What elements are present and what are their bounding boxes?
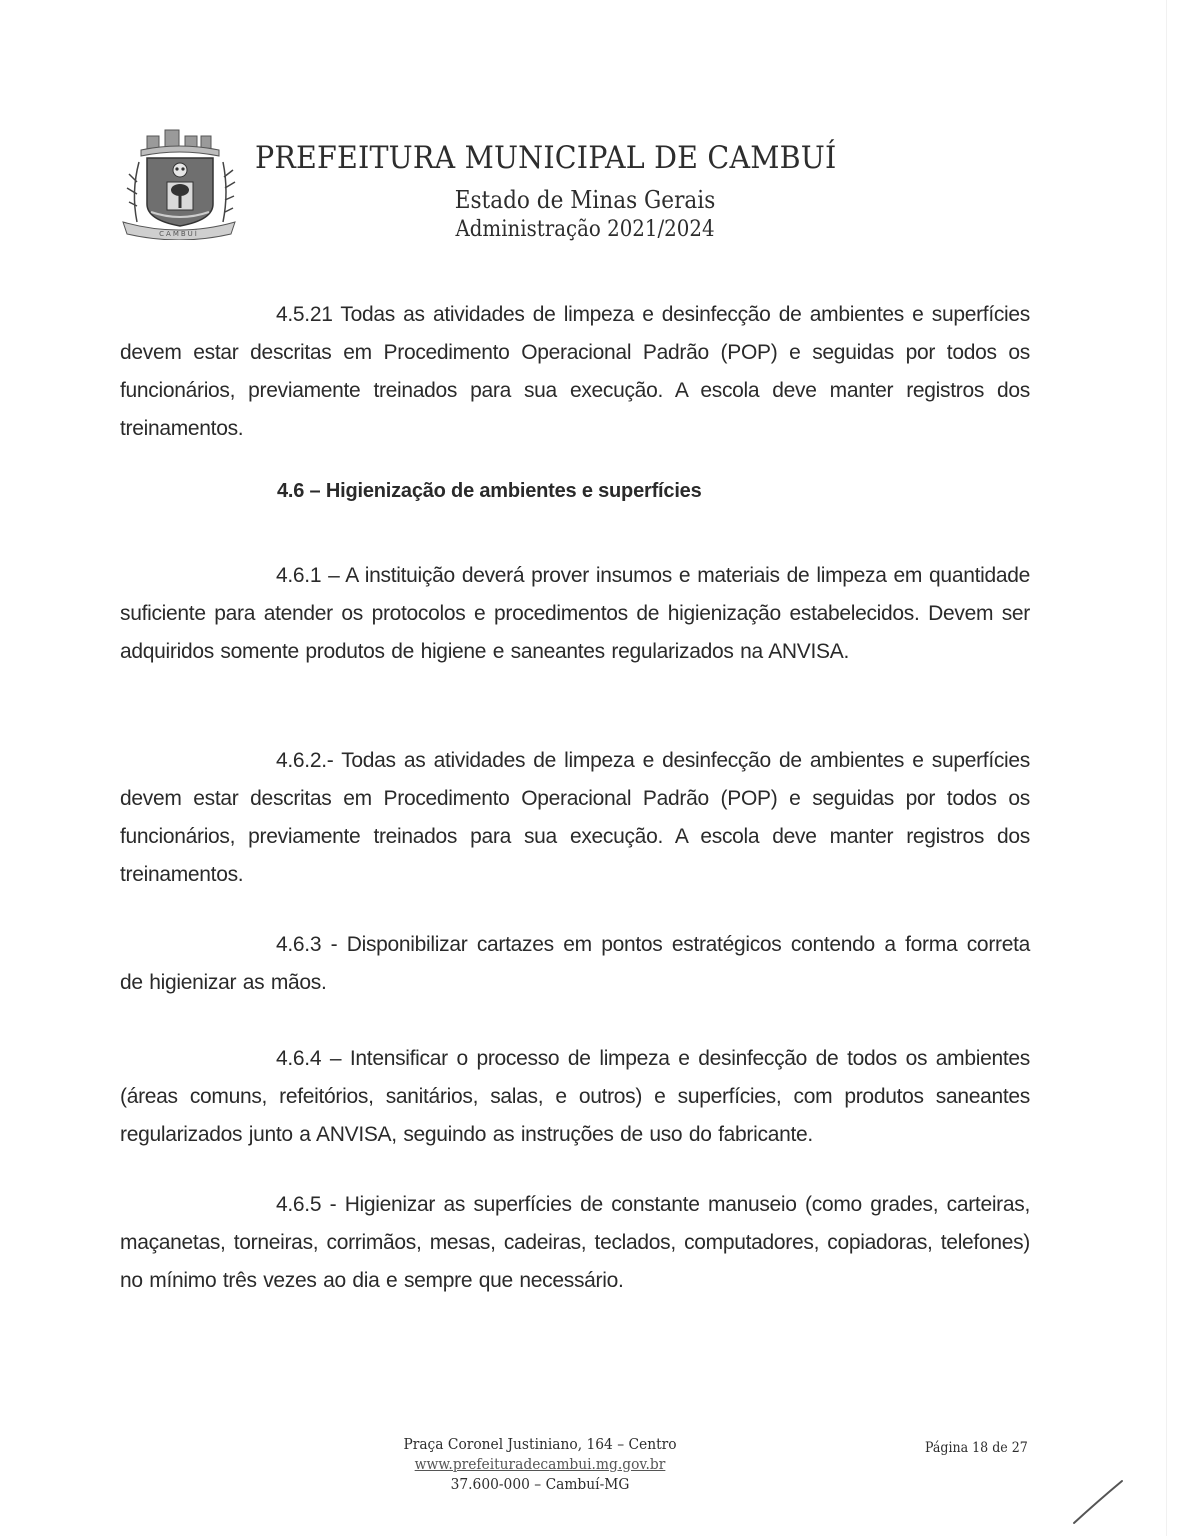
paragraph-4-6-2: 4.6.2.- Todas as atividades de limpeza e desinfecção de ambientes e superfícies devem estar descritas em Procedimento Operacional Padrão (POP) e seguidas por todos os funcionários, previamente treinados para sua execução. A escola deve manter registros dos treinamentos. xyxy=(120,749,1030,886)
pen-stroke-mark xyxy=(1070,1475,1130,1525)
mural-crown-icon xyxy=(141,130,219,156)
paragraph-4-6-1: 4.6.1 – A instituição deverá prover insumos e materiais de limpeza em quantidade suficiente para atender os protocolos e procedimentos de higienização estabelecidos. Devem ser adquiridos somente produtos de higiene e saneantes regularizados na ANVISA. xyxy=(120,564,1030,663)
footer-postal: 37.600-000 – Cambuí-MG xyxy=(450,1475,630,1493)
institution-title: PREFEITURA MUNICIPAL DE CAMBUÍ xyxy=(255,140,837,176)
coat-of-arms-icon xyxy=(115,122,243,240)
paragraph-4-6-3: 4.6.3 - Disponibilizar cartazes em pontos estratégicos contendo a forma correta de higienizar as mãos. xyxy=(120,933,1030,994)
state-subtitle: Estado de Minas Gerais xyxy=(454,186,716,214)
section-heading: 4.6 – Higienização de ambientes e superfícies xyxy=(277,480,702,502)
footer xyxy=(350,1434,730,1494)
footer-address: Praça Coronel Justiniano, 164 – Centro xyxy=(403,1435,677,1453)
paragraph-4-6-4: 4.6.4 – Intensificar o processo de limpeza e desinfecção de todos os ambientes (áreas comuns, refeitórios, sanitários, salas, e outros) e superfícies, com produtos saneantes regularizados junto a ANVISA, seguindo as instruções de uso do fabricante. xyxy=(120,1047,1030,1146)
scan-page-edge xyxy=(1166,0,1167,1536)
page-number: Página 18 de 27 xyxy=(925,1440,1028,1456)
footer-website-link[interactable]: www.prefeituradecambui.mg.gov.br xyxy=(414,1455,666,1473)
logo-banner-text: CAMBUÍ xyxy=(159,230,199,238)
paragraph-4-6-5: 4.6.5 - Higienizar as superfícies de constante manuseio (como grades, carteiras, maçanetas, torneiras, corrimãos, mesas, cadeiras, teclados, computadores, copiadoras, telefones) no mínimo três vezes ao dia e sempre que necessário. xyxy=(120,1193,1030,1292)
paragraph-4-5-21: 4.5.21 Todas as atividades de limpeza e desinfecção de ambientes e superfícies devem estar descritas em Procedimento Operacional Padrão (POP) e seguidas por todos os funcionários, previamente treinados para sua execução. A escola deve manter registros dos treinamentos. xyxy=(120,303,1030,440)
administration-subtitle: Administração 2021/2024 xyxy=(455,217,715,242)
